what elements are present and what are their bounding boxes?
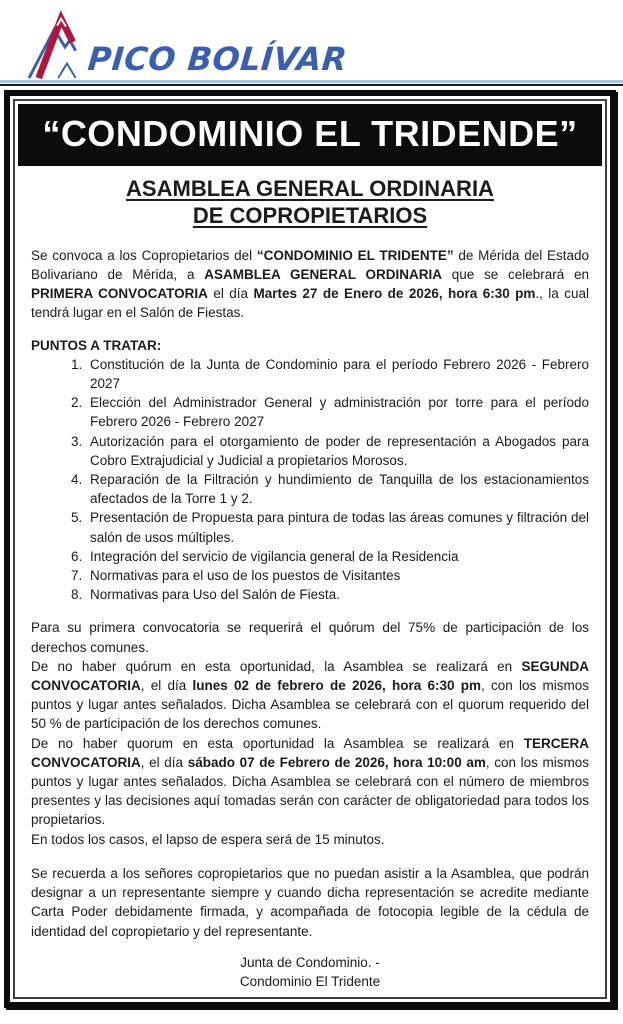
heading-line-1: ASAMBLEA GENERAL ORDINARIA <box>126 175 494 201</box>
agenda-item: 2. Elección del Administrador General y administración por torre para el período Febrero 2026 - Febrero 2027 <box>86 393 589 431</box>
heading-line-2: DE COPROPIETARIOS <box>192 202 428 228</box>
notice-frame <box>4 90 616 1008</box>
convocation-paragraph: Se convoca a los Copropietarios del “CONDOMINIO EL TRIDENTE” de Mérida del Estado Bolivariano de Mérida, a ASAMBLEA GENERAL ORDINARIA que se celebrará en PRIMERA CONVOCATORIA el día Martes 27 de Enero de 2026, hora 6:30 pm., la cual tendrá lugar en el Salón de Fiestas. <box>31 247 589 321</box>
quorum-section <box>31 618 589 848</box>
condominio-banner <box>18 104 602 166</box>
pico-bolivar-logo <box>24 10 347 80</box>
quorum-second-call: De no haber quórum en esta oportunidad, la Asamblea se realizará en SEGUNDA CONVOCATORIA, el día lunes 02 de febrero de 2026, hora 6:30 pm, con los mismos puntos y lugar antes señalados. Dicha Asamblea se celebrará con el quorum requerido del 50 % de participación de los derechos comunes. <box>31 658 590 732</box>
agenda-item: 6. Integración del servicio de vigilancia general de la Residencia <box>86 547 589 566</box>
agenda-item: 3. Autorización para el otorgamiento de poder de representación a Abogados para Cobro Extrajudicial y Judicial a propietarios Morosos. <box>86 432 589 470</box>
header-divider <box>0 80 623 86</box>
representation-reminder: Se recuerda a los señores copropietarios que no puedan asistir a la Asamblea, que podrán designar a un representante siempre y cuando dicha representación se acredite mediante Carta Poder debidamente firmada, y acompañada de fotocopia legible de la cédula de identidad del copropietario y del representante. <box>31 865 589 939</box>
assembly-heading <box>18 175 602 229</box>
signature-line-2: Condominio El Tridente <box>239 974 381 990</box>
agenda-item: 8. Normativas para Uso del Salón de Fiesta. <box>86 585 589 604</box>
banner-title: “CONDOMINIO EL TRIDENDE” <box>42 113 578 154</box>
agenda-item: 7. Normativas para el uso de los puestos de Visitantes <box>86 566 589 585</box>
brand-name: PICO BOLÍVAR <box>86 40 349 78</box>
divider-light-blue-line <box>0 80 623 83</box>
agenda-item: 4. Reparación de la Filtración y hundimiento de Tanquilla de los estacionamientos afectados de la Torre 1 y 2. <box>86 470 589 508</box>
agenda-label: PUNTOS A TRATAR: <box>31 337 162 353</box>
divider-dark-line <box>0 84 623 86</box>
agenda-item: 5. Presentación de Propuesta para pintura de todas las áreas comunes y filtración del salón de usos múltiples. <box>86 508 589 546</box>
quorum-first-call: Para su primera convocatoria se requerirá el quórum del 75% de participación de los derechos comunes. <box>31 620 589 655</box>
signature-line-1: Junta de Condominio. - <box>240 954 380 970</box>
quorum-third-call: De no haber quorum en esta oportunidad la Asamblea se realizará en TERCERA CONVOCATORIA, el día sábado 07 de Febrero de 2026, hora 10:00 am, con los mismos puntos y lugar antes señalados. Dicha Asamblea se celebrará con el número de miembros presentes y las decisiones aquí tomadas serán con carácter de obligatoriedad para todos los propietarios. <box>31 735 590 828</box>
agenda-item: 1. Constitución de la Junta de Condominio para el período Febrero 2026 - Febrero 2027 <box>86 355 589 393</box>
notice-inner-frame <box>13 99 607 999</box>
signature-block <box>31 953 589 992</box>
agenda-list <box>31 355 589 605</box>
quorum-wait-time: En todos los casos, el lapso de espera será de 15 minutos. <box>31 831 385 847</box>
notice-body <box>18 229 602 992</box>
